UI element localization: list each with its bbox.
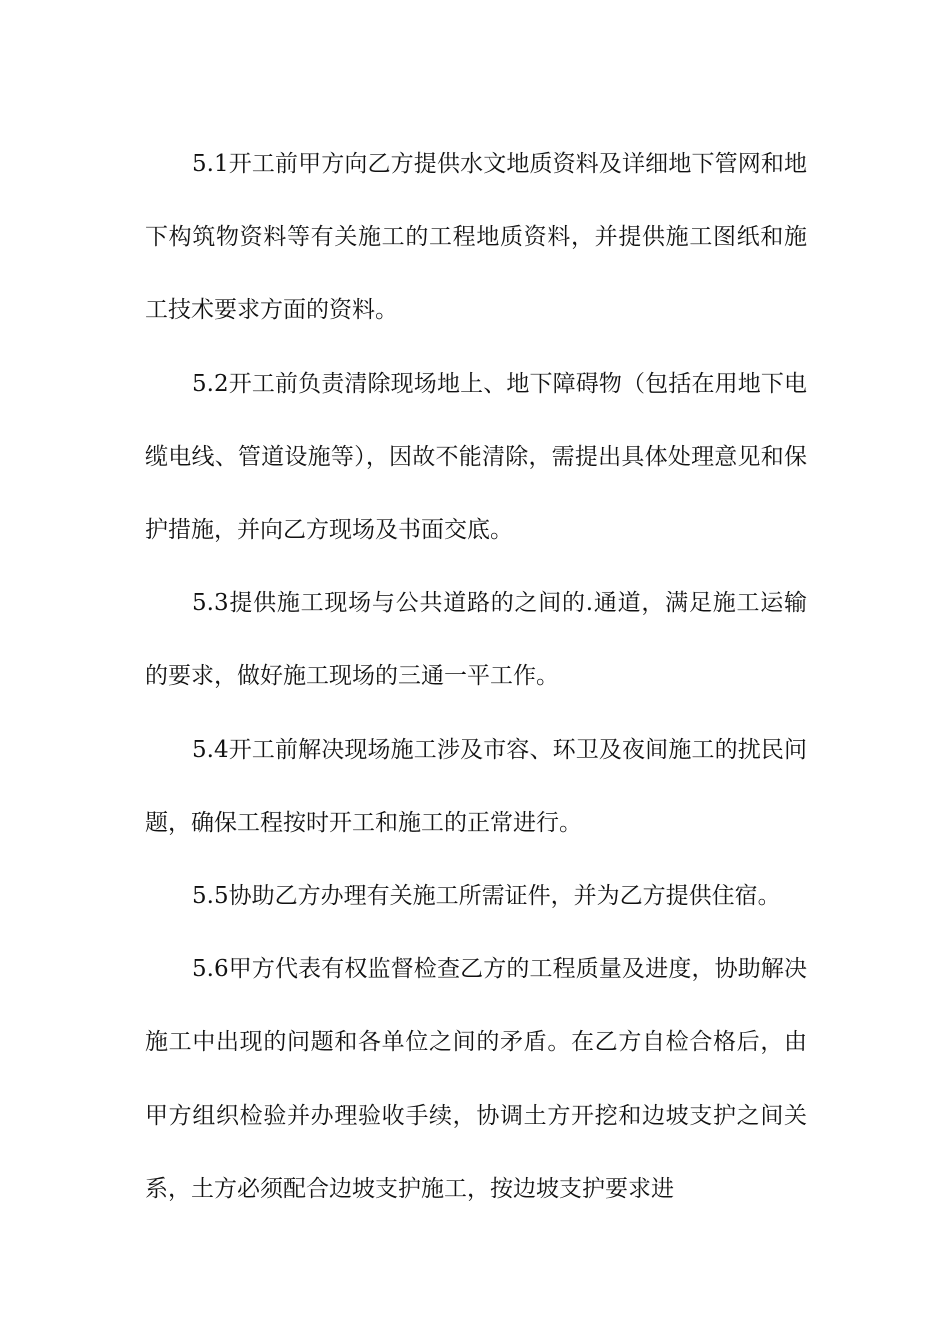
clause-5-5: 5.5协助乙方办理有关施工所需证件，并为乙方提供住宿。 bbox=[192, 883, 781, 910]
clause-5-2: 5.2开工前负责清除现场地上、地下障碍物（包括在用地下电缆电线、管道设施等），因故不能清除，需提出具体处理意见和保护措施，并向乙方现场及书面交底。 bbox=[145, 370, 807, 544]
clause-5-1: 5.1开工前甲方向乙方提供水文地质资料及详细地下管网和地下构筑物资料等有关施工的工程地质资料，并提供施工图纸和施工技术要求方面的资料。 bbox=[145, 151, 807, 324]
clause-5-4: 5.4开工前解决现场施工涉及市容、环卫及夜间施工的扰民问题，确保工程按时开工和施工的正常进行。 bbox=[145, 736, 807, 836]
clause-5-6: 5.6甲方代表有权监督检查乙方的工程质量及进度，协助解决施工中出现的问题和各单位之间的矛盾。在乙方自检合格后，由甲方组织检验并办理验收手续，协调土方开挖和边坡支护之间关系，土方必须配合边坡支护施工，按边坡支护要求进 bbox=[145, 956, 807, 1202]
document-body bbox=[145, 128, 807, 1226]
clause-5-3: 5.3提供施工现场与公共道路的之间的.通道，满足施工运输的要求，做好施工现场的三通一平工作。 bbox=[145, 590, 807, 690]
